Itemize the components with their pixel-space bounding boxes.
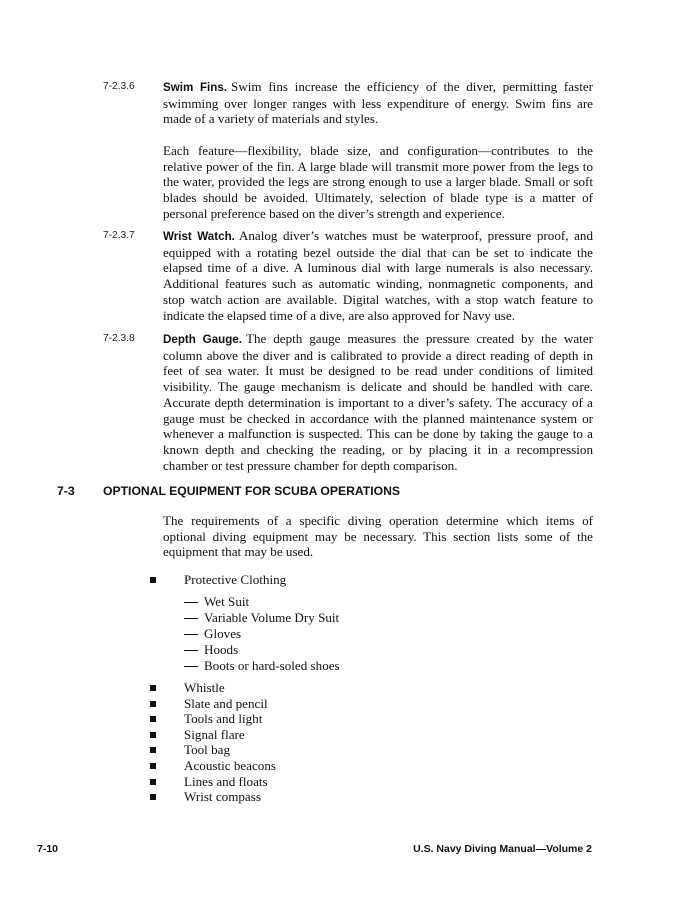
document-title: U.S. Navy Diving Manual—Volume 2 xyxy=(413,843,592,855)
list-item: Whistle xyxy=(150,680,276,696)
square-bullet-icon xyxy=(150,716,156,722)
equipment-list-primary xyxy=(150,572,286,588)
sub-list-item: Gloves xyxy=(184,626,340,642)
sub-list-item: Variable Volume Dry Suit xyxy=(184,610,340,626)
section-heading: OPTIONAL EQUIPMENT FOR SCUBA OPERATIONS xyxy=(103,484,401,498)
paragraph-number: 7-2.3.8 xyxy=(103,333,135,344)
paragraph-title: Depth Gauge. xyxy=(163,333,242,346)
paragraph-text xyxy=(163,228,593,323)
paragraph-swim-fins xyxy=(163,79,593,221)
paragraph-text-body: Swim fins increase the efficiency of the diver, permitting faster swimming over longer ranges with less expenditure of energy. Swim fins are made of a variety of materials and styles. xyxy=(163,79,594,127)
section-intro xyxy=(163,513,593,560)
list-item: Acoustic beacons xyxy=(150,758,276,774)
section-number: 7-3 xyxy=(57,484,75,498)
em-dash-icon xyxy=(184,618,198,619)
list-item: Signal flare xyxy=(150,727,276,743)
square-bullet-icon xyxy=(150,794,156,800)
sub-list-item: Hoods xyxy=(184,642,340,658)
paragraph-text-body: Analog diver’s watches must be waterproof, pressure proof, and equipped with a rotating bezel outside the dial that can be set to indicate the elapsed time of a dive. A luminous dial with large numerals is also necessary. Additional features such as automatic winding, nonmagnetic components, and stop watch action are available. Digital watches, with a stop watch feature to indicate the elapsed time of a dive, are also approved for Navy use. xyxy=(163,228,593,323)
square-bullet-icon xyxy=(150,779,156,785)
em-dash-icon xyxy=(184,602,198,603)
em-dash-icon xyxy=(184,650,198,651)
page-number: 7-10 xyxy=(37,843,59,855)
em-dash-icon xyxy=(184,634,198,635)
paragraph-text-body: The depth gauge measures the pressure created by the water column above the diver and is calibrated to provide a direct reading of depth in feet of sea water. It must be designed to be read under conditions of limited visibility. The gauge mechanism is delicate and should be handled with care. Accurate depth determination is important to a diver’s safety. The accuracy of a gauge must be checked in accordance with the planned maintenance system or whenever a malfunction is suspected. This can be done by taking the gauge to a known depth and checking the reading, or by placing it in a recompression chamber or test pressure chamber for depth comparison. xyxy=(163,331,593,473)
square-bullet-icon xyxy=(150,747,156,753)
square-bullet-icon xyxy=(150,685,156,691)
paragraph-text xyxy=(163,331,593,473)
paragraph-text: Each feature—flexibility, blade size, and configuration—contributes to the relative power of the fin. A large blade will transmit more power from the legs to the water, provided the legs are strong enough to use a larger blade. Small or soft blades should be avoided. Ultimately, selection of blade type is a matter of personal preference based on the diver’s strength and experience. xyxy=(163,142,593,221)
paragraph-number: 7-2.3.7 xyxy=(103,230,135,241)
em-dash-icon xyxy=(184,666,198,667)
list-item: Tools and light xyxy=(150,711,276,727)
paragraph-depth-gauge xyxy=(163,331,593,473)
protective-clothing-sublist xyxy=(184,594,340,673)
sub-list-item: Wet Suit xyxy=(184,594,340,610)
paragraph-wrist-watch xyxy=(163,228,593,323)
square-bullet-icon xyxy=(150,577,156,583)
paragraph-text: The requirements of a specific diving operation determine which items of optional diving equipment may be necessary. This section lists some of the equipment that may be used. xyxy=(163,513,593,560)
list-item: Tool bag xyxy=(150,742,276,758)
list-item: Slate and pencil xyxy=(150,696,276,712)
paragraph-title: Wrist Watch. xyxy=(163,230,235,243)
list-item: Lines and floats xyxy=(150,774,276,790)
list-item: Wrist compass xyxy=(150,789,276,805)
paragraph-number: 7-2.3.6 xyxy=(103,81,135,92)
square-bullet-icon xyxy=(150,732,156,738)
square-bullet-icon xyxy=(150,763,156,769)
sub-list-item: Boots or hard-soled shoes xyxy=(184,658,340,674)
paragraph-text xyxy=(163,79,593,127)
list-item: Protective Clothing xyxy=(150,572,286,588)
equipment-list-secondary xyxy=(150,680,276,805)
square-bullet-icon xyxy=(150,701,156,707)
paragraph-title: Swim Fins. xyxy=(163,81,228,94)
